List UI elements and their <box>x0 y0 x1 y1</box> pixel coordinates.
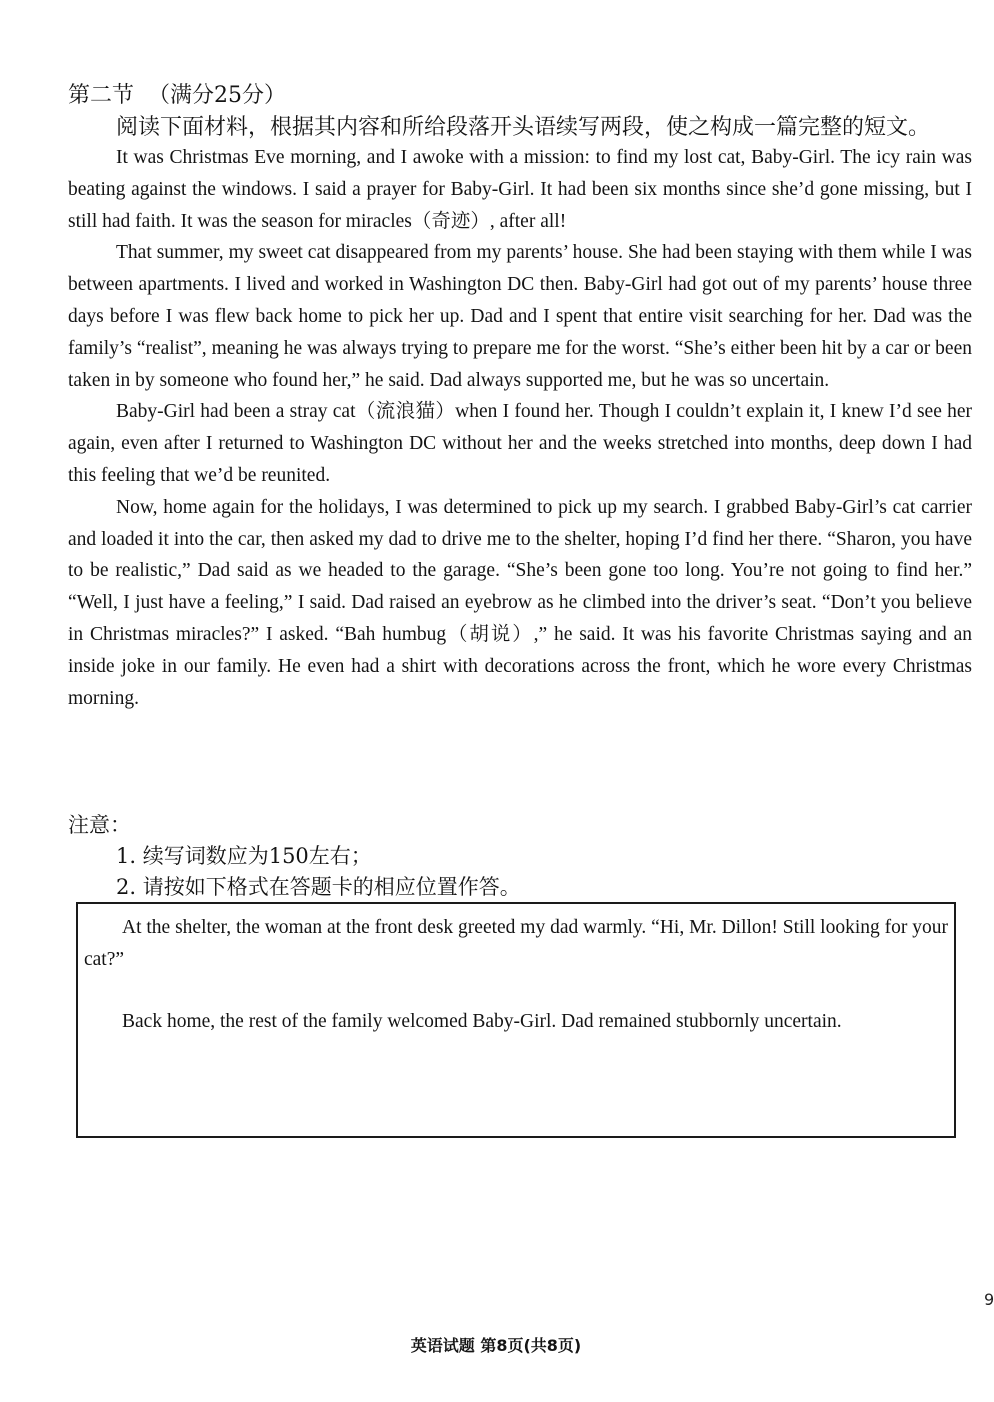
task-instruction: 阅读下面材料，根据其内容和所给段落开头语续写两段，使之构成一篇完整的短文。 <box>116 115 931 140</box>
passage-paragraph: Now, home again for the holidays, I was determined to pick up my search. I grabbed Baby-Girl’s cat carrier and loaded it into the car, then asked my dad to drive me to the shelter, hoping I’d find her there. “Sharon, you have to be realistic,” Dad said as we headed to the garage. “She’s been gone too long. You’re not going to find her.” “Well, I just have a feeling,” I said. Dad raised an eyebrow as he climbed into the driver’s seat. “Don’t you believe in Christmas miracles?” I asked. “Bah humbug（胡说）,” he said. It was his favorite Christmas saying and an inside joke in our family. He even had a shirt with decorations across the front, which he wore every Christmas morning. <box>68 496 972 709</box>
answer-opening-paragraph-2: Back home, the rest of the family welcomed Baby-Girl. Dad remained stubbornly uncertain. <box>122 1011 842 1032</box>
passage-paragraph: That summer, my sweet cat disappeared from my parents’ house. She had been staying with them while I was between apartments. I lived and worked in Washington DC then. Baby-Girl had got out of my parents’ house three days before I was flew back home to pick her up. Dad and I spent that entire visit searching for her. Dad was the family’s “realist”, meaning he was always trying to prepare me for the worst. “She’s either been hit by a car or been taken in by someone who found her,” he said. Dad always supported me, but he was so uncertain. <box>68 242 972 391</box>
note-item: 2. 请按如下格式在答题卡的相应位置作答。 <box>116 875 521 899</box>
section-score: （满分25分） <box>148 83 287 108</box>
passage-paragraph: Baby-Girl had been a stray cat（流浪猫）when I found her. Though I couldn’t explain it, I knew I’d see her again, even after I returned to Washington DC without her and the weeks stretched into months, deep down I had this feeling that we’d be reunited. <box>68 401 972 486</box>
reading-passage <box>68 142 972 714</box>
section-title: 第二节 <box>68 83 135 108</box>
section-heading <box>68 80 286 112</box>
answer-format-box <box>76 902 956 1138</box>
edge-mark: 9 <box>984 1290 994 1309</box>
note-item: 1. 续写词数应为150左右； <box>116 844 372 868</box>
notes-title: 注意： <box>68 813 131 837</box>
page-footer: 英语试题 第8页(共8页) <box>410 1336 582 1355</box>
passage-paragraph: It was Christmas Eve morning, and I awoke with a mission: to find my lost cat, Baby-Girl. The icy rain was beating against the windows. I said a prayer for Baby-Girl. It had been six months since she’d gone missing, but I still had faith. It was the season for miracles（奇迹）, after all! <box>68 147 972 232</box>
answer-opening-paragraph-1: At the shelter, the woman at the front desk greeted my dad warmly. “Hi, Mr. Dillon! Still looking for your cat?” <box>84 917 948 970</box>
